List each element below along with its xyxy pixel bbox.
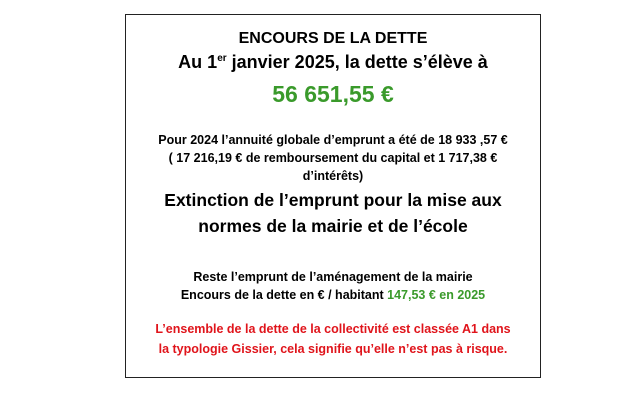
debt-per-inhabitant-line <box>126 286 540 304</box>
debt-per-inhabitant-value: 147,53 € en 2025 <box>387 288 486 302</box>
debt-per-inhabitant-label: Encours de la dette en € / habitant <box>180 288 388 302</box>
annuity-line: Pour 2024 l’annuité globale d’emprunt a été de 18 933 ,57 € <box>158 133 508 147</box>
debt-amount: 56 651,55 € <box>272 81 394 107</box>
risk-classification-paragraph <box>126 319 540 359</box>
subtitle-suffix: janvier 2025, la dette s’élève à <box>226 52 488 72</box>
annuity-line: ( 17 216,19 € de remboursement du capital et 1 717,38 € <box>168 151 498 165</box>
slide-frame <box>125 14 541 378</box>
slide-title: ENCOURS DE LA DETTE <box>238 30 428 47</box>
remaining-loan-line: Reste l’emprunt de l’aménagement de la mairie <box>193 270 473 284</box>
classification-line: L’ensemble de la dette de la collectivité est classée A1 dans <box>155 322 511 336</box>
extinction-line: Extinction de l’emprunt pour la mise aux <box>164 190 502 210</box>
subtitle-superscript: er <box>217 53 227 64</box>
annuity-line: d’intérêts) <box>302 169 364 183</box>
subtitle-prefix: Au 1 <box>178 52 218 72</box>
extinction-heading <box>126 187 540 239</box>
annuity-paragraph <box>130 131 536 185</box>
slide-subtitle <box>126 50 540 74</box>
classification-line: la typologie Gissier, cela signifie qu’elle n’est pas à risque. <box>158 342 508 356</box>
remaining-loan-paragraph <box>126 268 540 304</box>
extinction-line: normes de la mairie et de l’école <box>198 216 468 236</box>
